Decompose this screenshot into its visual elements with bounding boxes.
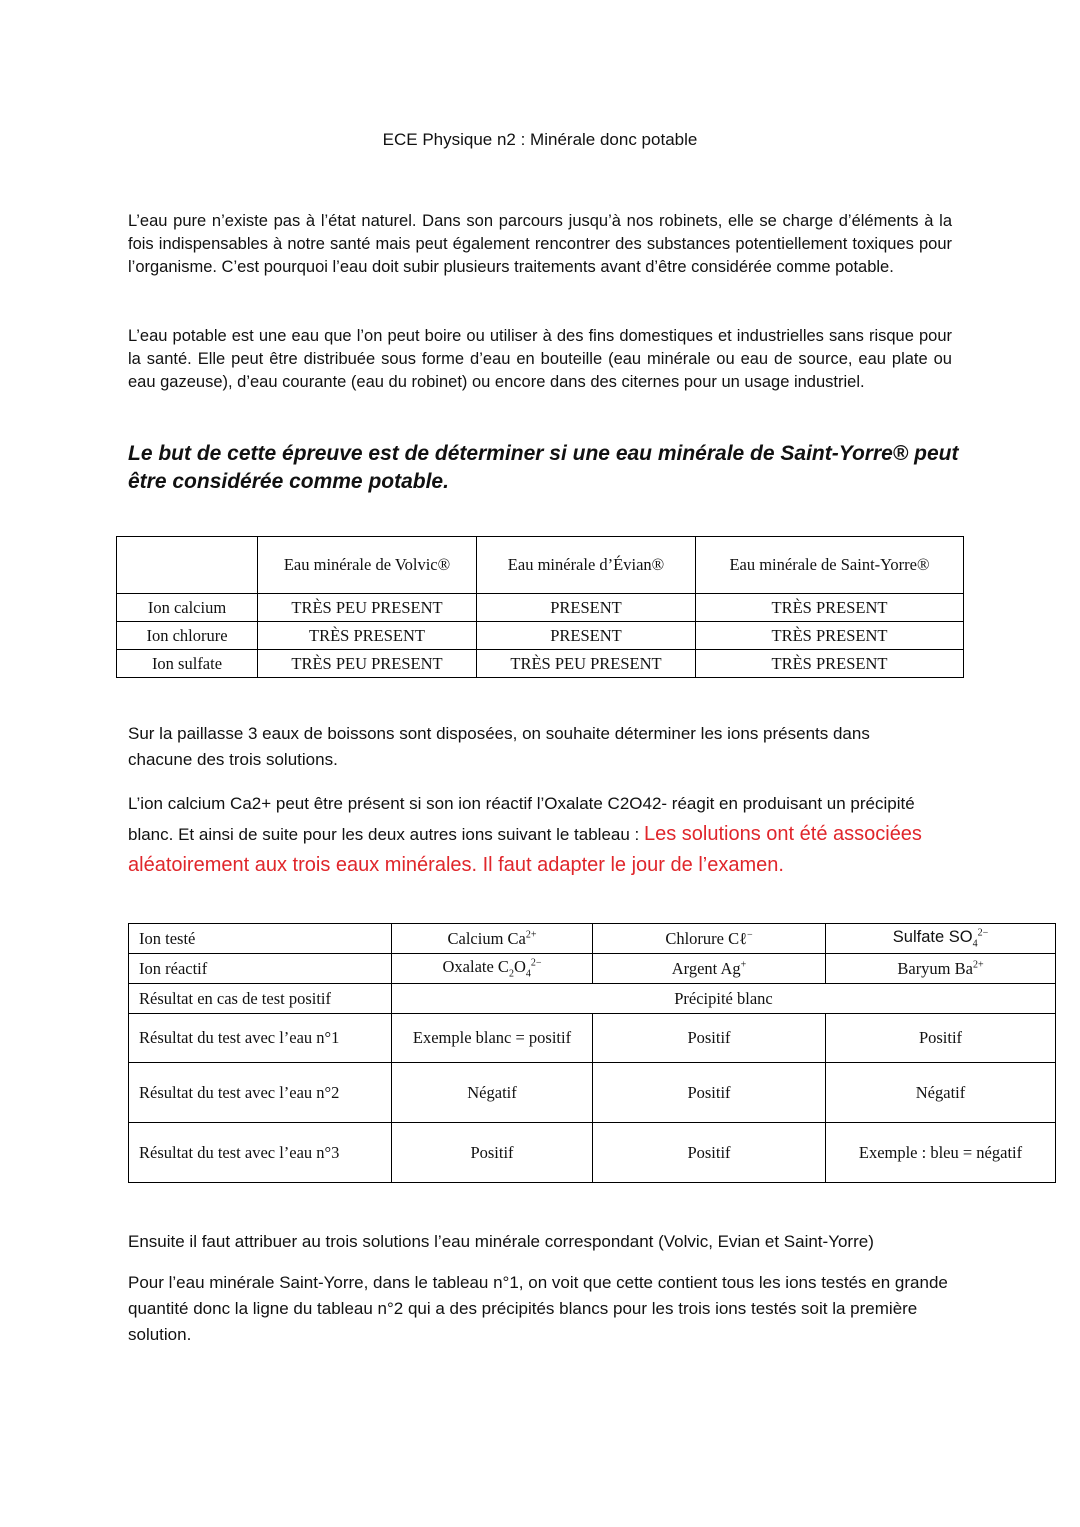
calcium-explanation-paragraph	[128, 789, 928, 881]
table-cell: TRÈS PRESENT	[696, 650, 964, 678]
table-row	[129, 1123, 1056, 1183]
table-row	[129, 924, 1056, 954]
warning-text: Les solutions ont été associées aléatoirement aux trois eaux minérales. Il faut adapter le jour de l’examen.	[128, 823, 922, 876]
table-row	[129, 954, 1056, 984]
table-cell: Résultat du test avec l’eau n°3	[129, 1123, 392, 1183]
table-header-cell: Eau minérale de Saint-Yorre®	[696, 537, 964, 594]
instructions-paragraph: Sur la paillasse 3 eaux de boissons sont disposées, on souhaite déterminer les ions présents dans chacune des trois solutions.	[128, 724, 870, 769]
table-header-cell: Eau minérale de Volvic®	[258, 537, 477, 594]
oxalate-ion-text: O	[513, 957, 526, 977]
table-cell: Positif	[593, 1063, 826, 1123]
chlorure-ion-text: Chlorure Cℓ	[665, 928, 748, 948]
table-cell: Résultat en cas de test positif	[129, 984, 392, 1014]
table-cell: Ion chlorure	[117, 622, 258, 650]
charge-superscript: +	[740, 959, 747, 970]
sulfate-ion-text: Sulfate SO	[892, 928, 973, 947]
table-row	[129, 1063, 1056, 1123]
table-cell: Exemple : bleu = négatif	[826, 1123, 1056, 1183]
table-cell: Ion calcium	[117, 594, 258, 622]
table-cell	[826, 954, 1056, 984]
charge-superscript: 2+	[525, 929, 537, 940]
charge-superscript: 2+	[972, 959, 984, 970]
table-cell: Négatif	[392, 1063, 593, 1123]
table-row	[117, 650, 964, 678]
mineral-water-table	[116, 536, 964, 678]
table-cell	[826, 924, 1056, 954]
index-subscript: 4	[972, 938, 978, 950]
table-cell: Ion réactif	[129, 954, 392, 984]
oxalate-ion-text: Oxalate C	[442, 957, 509, 977]
conclusion-paragraph-1: Ensuite il faut attribuer au trois solutions l’eau minérale correspondant (Volvic, Evian et Saint-Yorre)	[128, 1232, 874, 1251]
table-header-cell	[117, 537, 258, 594]
table-cell: Résultat du test avec l’eau n°2	[129, 1063, 392, 1123]
table-row	[129, 984, 1056, 1014]
baryum-ion-text: Baryum Ba	[897, 958, 973, 978]
conclusion-paragraph-2: Pour l’eau minérale Saint-Yorre, dans le tableau n°1, on voit que cette contient tous les ions testés en grande quantité donc la ligne du tableau n°2 qui a des précipités blancs pour les trois ions testés soit la première solution.	[128, 1273, 948, 1344]
argent-ion-text: Argent Ag	[671, 958, 741, 978]
table-cell: Ion sulfate	[117, 650, 258, 678]
table-cell	[392, 924, 593, 954]
table-cell: TRÈS PRESENT	[696, 594, 964, 622]
calcium-explanation-text: L’ion calcium Ca2+ peut être présent si son ion réactif l’Oxalate C2O42- réagit en produisant un précipité blanc. Et ainsi de suite pour les deux autres ions suivant le tableau :	[128, 794, 915, 844]
ion-test-table	[128, 923, 1056, 1183]
goal-statement: Le but de cette épreuve est de déterminer si une eau minérale de Saint-Yorre® peut être considérée comme potable.	[128, 442, 959, 493]
charge-superscript: 2−	[977, 927, 989, 939]
table-cell: Positif	[593, 1014, 826, 1063]
table-cell: TRÈS PEU PRESENT	[477, 650, 696, 678]
table-row	[129, 1014, 1056, 1063]
table-cell: PRESENT	[477, 622, 696, 650]
table-cell: Exemple blanc = positif	[392, 1014, 593, 1063]
table-cell	[593, 954, 826, 984]
table-cell: Positif	[826, 1014, 1056, 1063]
table-cell: Positif	[392, 1123, 593, 1183]
index-subscript: 2	[508, 968, 514, 980]
table-cell: TRÈS PRESENT	[258, 622, 477, 650]
table-cell: Résultat du test avec l’eau n°1	[129, 1014, 392, 1063]
table-cell: TRÈS PRESENT	[696, 622, 964, 650]
charge-superscript: 2−	[530, 957, 542, 969]
charge-superscript: −	[747, 929, 753, 940]
page-title: ECE Physique n2 : Minérale donc potable	[382, 130, 698, 149]
table-header-row	[117, 537, 964, 594]
intro-paragraph-2: L’eau potable est une eau que l’on peut boire ou utiliser à des fins domestiques et industrielles sans risque pour la santé. Elle peut être distribuée sous forme d’eau en bouteille (eau minérale ou eau de source, eau plate ou eau gazeuse), d’eau courante (eau du robinet) ou encore dans des citernes pour un usage industriel.	[128, 327, 952, 391]
table-cell: TRÈS PEU PRESENT	[258, 594, 477, 622]
calcium-ion-text: Calcium Ca	[447, 928, 526, 948]
table-cell: Positif	[593, 1123, 826, 1183]
table-cell	[392, 954, 593, 984]
intro-paragraph-1: L’eau pure n’existe pas à l’état naturel. Dans son parcours jusqu’à nos robinets, elle se charge d’éléments à la fois indispensables à notre santé mais peut également rencontrer des substances potentiellement toxiques pour l’organisme. C’est pourquoi l’eau doit subir plusieurs traitements avant d’être considérée comme potable.	[128, 212, 952, 276]
table-header-cell: Eau minérale d’Évian®	[477, 537, 696, 594]
table-cell: Négatif	[826, 1063, 1056, 1123]
table-cell: Ion testé	[129, 924, 392, 954]
index-subscript: 4	[525, 968, 531, 980]
table-cell: TRÈS PEU PRESENT	[258, 650, 477, 678]
table-cell: PRESENT	[477, 594, 696, 622]
table-cell	[593, 924, 826, 954]
table-row	[117, 594, 964, 622]
table-row	[117, 622, 964, 650]
table-cell: Précipité blanc	[392, 984, 1056, 1014]
